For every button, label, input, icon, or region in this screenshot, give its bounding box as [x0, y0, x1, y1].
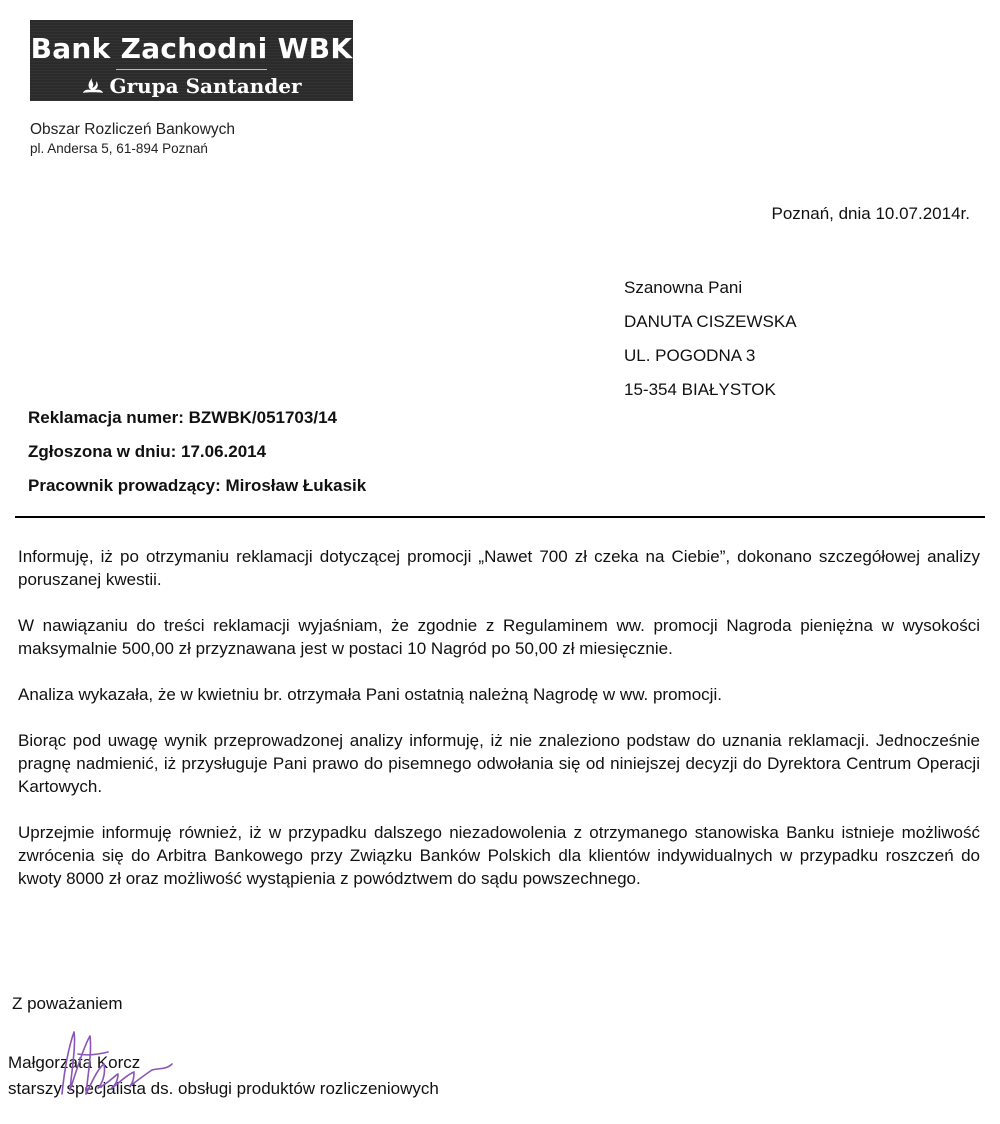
signer-title: starszy specjalista ds. obsługi produktów rozliczeniowych	[8, 1079, 439, 1098]
body-paragraph: W nawiązaniu do treści reklamacji wyjaśniam, że zgodnie z Regulaminem ww. promocji Nagroda pieniężna w wysokości maksymalnie 500,00 zł przyznawana jest w postaci 10 Nagród po 50,00 zł miesięcznie.	[18, 616, 980, 658]
closing: Z poważaniem	[12, 994, 123, 1013]
letter-date: Poznań, dnia 10.07.2014r.	[771, 204, 970, 223]
recipient-salutation: Szanowna Pani	[624, 278, 743, 297]
complaint-number: Reklamacja numer: BZWBK/051703/14	[28, 408, 337, 427]
recipient-block	[624, 271, 797, 407]
santander-flame-icon	[82, 76, 104, 96]
recipient-name: DANUTA CISZEWSKA	[624, 312, 797, 331]
recipient-city: 15-354 BIAŁYSTOK	[624, 380, 776, 399]
sender-address: pl. Andersa 5, 61-894 Poznań	[30, 141, 208, 156]
logo-divider	[116, 69, 267, 70]
sender-department: Obszar Rozliczeń Bankowych	[30, 121, 236, 138]
submitted-date: Zgłoszona w dniu: 17.06.2014	[28, 442, 267, 461]
body-paragraph: Informuję, iż po otrzymaniu reklamacji dotyczącej promocji „Nawet 700 zł czeka na Ciebie”, dokonano szczegółowej analizy poruszanej kwestii.	[18, 547, 980, 589]
body-paragraph: Uprzejmie informuję również, iż w przypadku dalszego niezadowolenia z otrzymanego stanowiska Banku istnieje możliwość zwrócenia się do Arbitra Bankowego przy Związku Banków Polskich dla klientów indywidualnych w przypadku roszczeń do kwoty 8000 zł oraz możliwość wystąpienia z powództwem do sądu powszechnego.	[18, 823, 980, 888]
logo-bank-name: Bank Zachodni WBK	[30, 32, 353, 65]
handwritten-signature	[48, 1024, 178, 1106]
bank-logo	[30, 20, 353, 101]
sender-block	[30, 120, 235, 158]
separator-line	[15, 516, 985, 518]
logo-group	[30, 72, 353, 100]
reference-block	[28, 401, 366, 503]
recipient-street: UL. POGODNA 3	[624, 346, 756, 365]
signer-name: Małgorzata Korcz	[8, 1053, 141, 1072]
body-paragraph: Biorąc pod uwagę wynik przeprowadzonej analizy informuję, iż nie znaleziono podstaw do uznania reklamacji. Jednocześnie pragnę nadmienić, iż przysługuje Pani prawo do pisemnego odwołania się od niniejszej decyzji do Dyrektora Centrum Operacji Kartowych.	[18, 731, 980, 796]
logo-group-name: Grupa Santander	[109, 74, 302, 98]
body-paragraph: Analiza wykazała, że w kwietniu br. otrzymała Pani ostatnią należną Nagrodę w ww. promocji.	[18, 685, 722, 704]
handler: Pracownik prowadzący: Mirosław Łukasik	[28, 476, 367, 495]
letter-body	[18, 545, 980, 913]
